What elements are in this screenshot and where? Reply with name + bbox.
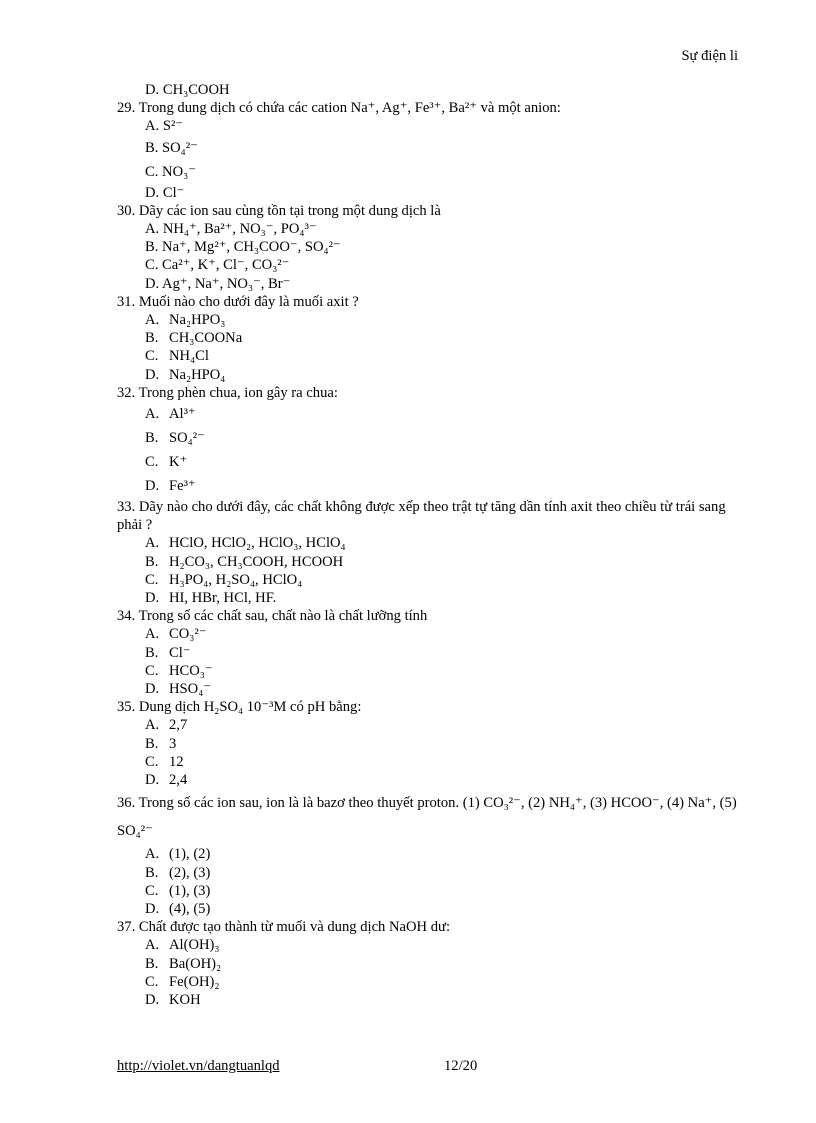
q30-stem: 30. Dãy các ion sau cùng tồn tại trong một dung dịch là bbox=[117, 202, 441, 219]
q31-option-d-text: Na₂HPO₄ bbox=[169, 366, 226, 383]
q35-option-d bbox=[117, 771, 737, 789]
q32-option-c bbox=[117, 450, 737, 474]
q36-option-a bbox=[117, 845, 737, 863]
option-letter: A. bbox=[145, 626, 160, 643]
q35-option-b-text: 3 bbox=[169, 735, 177, 752]
q34-option-a bbox=[117, 625, 737, 643]
q33-option-a bbox=[117, 534, 737, 552]
option-letter: B. bbox=[145, 644, 159, 661]
q37-option-a bbox=[117, 936, 737, 954]
page-header-title: Sự điện li bbox=[681, 48, 738, 64]
option-letter: B. bbox=[145, 864, 159, 881]
option-letter: D. bbox=[145, 900, 160, 917]
q31-option-b bbox=[117, 329, 737, 347]
q37-option-d-text: KOH bbox=[169, 991, 201, 1008]
q31-option-c bbox=[117, 347, 737, 365]
option-letter: B. bbox=[145, 735, 159, 752]
option-letter: D. bbox=[145, 772, 160, 789]
q31-option-a bbox=[117, 311, 737, 329]
q36-option-a-text: (1), (2) bbox=[169, 846, 211, 863]
q37-option-d bbox=[117, 991, 737, 1009]
option-letter: A. bbox=[145, 846, 160, 863]
q31-option-b-text: CH₃COONa bbox=[169, 330, 243, 347]
q31-stem: 31. Muối nào cho dưới đây là muối axit ? bbox=[117, 293, 359, 310]
option-letter: D. bbox=[145, 590, 160, 607]
option-letter: D. bbox=[145, 478, 160, 495]
q35-option-a-text: 2,7 bbox=[169, 717, 188, 734]
option-letter: C. bbox=[145, 348, 159, 365]
q31-option-c-text: NH₄Cl bbox=[169, 348, 209, 365]
q33-stem: 33. Dãy nào cho dưới đây, các chất không được xếp theo trật tự tăng dần tính axit theo chiều từ trái sang phải ? bbox=[117, 499, 726, 534]
q33-option-d bbox=[117, 589, 737, 607]
option-letter: C. bbox=[145, 662, 159, 679]
option-letter: B. bbox=[145, 430, 159, 447]
option-letter: B. bbox=[145, 330, 159, 347]
q36-option-b bbox=[117, 864, 737, 882]
option-letter: B. bbox=[145, 955, 159, 972]
footer-link[interactable]: http://violet.vn/dangtuanlqd bbox=[117, 1058, 280, 1074]
page-number: 12/20 bbox=[444, 1058, 478, 1074]
q32-option-b-text: SO₄²⁻ bbox=[169, 430, 205, 447]
q37-option-c bbox=[117, 973, 737, 991]
q32-option-c-text: K⁺ bbox=[169, 454, 188, 471]
q35-option-b bbox=[117, 735, 737, 753]
question-list bbox=[117, 81, 737, 1009]
option-letter: A. bbox=[145, 312, 160, 329]
q36-option-c bbox=[117, 882, 737, 900]
option-letter: B. bbox=[145, 553, 159, 570]
q30-option-b: B. Na⁺, Mg²⁺, CH₃COO⁻, SO₄²⁻ bbox=[145, 239, 341, 256]
q36-option-d bbox=[117, 900, 737, 918]
option-letter: D. bbox=[145, 366, 160, 383]
q34-option-c-text: HCO₃⁻ bbox=[169, 662, 213, 679]
q35-stem: 35. Dung dịch H₂SO₄ 10⁻³M có pH bằng: bbox=[117, 699, 362, 716]
option-letter: A. bbox=[145, 717, 160, 734]
q34-option-c bbox=[117, 662, 737, 680]
option-letter: C. bbox=[145, 454, 159, 471]
q33-option-b bbox=[117, 553, 737, 571]
q30-option-d: D. Ag⁺, Na⁺, NO₃⁻, Br⁻ bbox=[145, 275, 291, 292]
q30-option-c: C. Ca²⁺, K⁺, Cl⁻, CO₃²⁻ bbox=[145, 257, 290, 274]
q34-option-a-text: CO₃²⁻ bbox=[169, 626, 207, 643]
option-letter: D. bbox=[145, 991, 160, 1008]
q34-option-b bbox=[117, 644, 737, 662]
q31-option-d bbox=[117, 366, 737, 384]
option-letter: C. bbox=[145, 571, 159, 588]
q32-option-d bbox=[117, 474, 737, 498]
q31-option-a-text: Na₂HPO₃ bbox=[169, 312, 226, 329]
q37-option-a-text: Al(OH)₃ bbox=[169, 937, 220, 954]
q32-option-b bbox=[117, 426, 737, 450]
q29-option-d: D. Cl⁻ bbox=[145, 184, 185, 201]
option-letter: A. bbox=[145, 535, 160, 552]
q33-option-c bbox=[117, 571, 737, 589]
q30-option-a: A. NH₄⁺, Ba²⁺, NO₃⁻, PO₄³⁻ bbox=[145, 221, 317, 238]
option-letter: A. bbox=[145, 406, 160, 423]
q37-option-b-text: Ba(OH)₂ bbox=[169, 955, 222, 972]
q32-stem: 32. Trong phèn chua, ion gây ra chua: bbox=[117, 384, 338, 401]
q32-option-a bbox=[117, 402, 737, 426]
q35-option-d-text: 2,4 bbox=[169, 772, 188, 789]
q36-stem: 36. Trong số các ion sau, ion là là bazơ theo thuyết proton. (1) CO₃²⁻, (2) NH₄⁺, (3) HCOO⁻, (4) Na⁺, (5) SO₄²⁻ bbox=[117, 795, 737, 840]
q29-option-a: A. S²⁻ bbox=[145, 118, 184, 135]
q35-option-c bbox=[117, 753, 737, 771]
option-letter: C. bbox=[145, 973, 159, 990]
q34-option-d-text: HSO₄⁻ bbox=[169, 681, 211, 698]
q32-option-d-text: Fe³⁺ bbox=[169, 478, 196, 495]
q36-option-d-text: (4), (5) bbox=[169, 900, 211, 917]
option-letter: C. bbox=[145, 882, 159, 899]
option-letter: A. bbox=[145, 937, 160, 954]
q36-option-b-text: (2), (3) bbox=[169, 864, 211, 881]
q33-option-b-text: H₂CO₃, CH₃COOH, HCOOH bbox=[169, 553, 344, 570]
q29-option-b: B. SO₄²⁻ bbox=[145, 139, 198, 156]
q33-option-d-text: HI, HBr, HCl, HF. bbox=[169, 590, 277, 607]
q32-option-a-text: Al³⁺ bbox=[169, 406, 196, 423]
q28-option-d: D. CH₃COOH bbox=[145, 82, 230, 98]
q35-option-c-text: 12 bbox=[169, 753, 184, 770]
option-letter: D. bbox=[145, 681, 160, 698]
q34-option-d bbox=[117, 680, 737, 698]
page-footer bbox=[117, 1058, 737, 1075]
q33-option-a-text: HClO, HClO₂, HClO₃, HClO₄ bbox=[169, 535, 346, 552]
option-letter: C. bbox=[145, 753, 159, 770]
q34-stem: 34. Trong số các chất sau, chất nào là chất lưỡng tính bbox=[117, 608, 428, 625]
q37-option-c-text: Fe(OH)₂ bbox=[169, 973, 220, 990]
q35-option-a bbox=[117, 716, 737, 734]
q36-option-c-text: (1), (3) bbox=[169, 882, 211, 899]
q29-stem: 29. Trong dung dịch có chứa các cation Na⁺, Ag⁺, Fe³⁺, Ba²⁺ và một anion: bbox=[117, 100, 561, 117]
q29-option-c: C. NO₃⁻ bbox=[145, 163, 196, 180]
q34-option-b-text: Cl⁻ bbox=[169, 644, 191, 661]
q33-option-c-text: H₃PO₄, H₂SO₄, HClO₄ bbox=[169, 571, 303, 588]
q37-stem: 37. Chất được tạo thành từ muối và dung dịch NaOH dư: bbox=[117, 919, 450, 936]
q37-option-b bbox=[117, 955, 737, 973]
